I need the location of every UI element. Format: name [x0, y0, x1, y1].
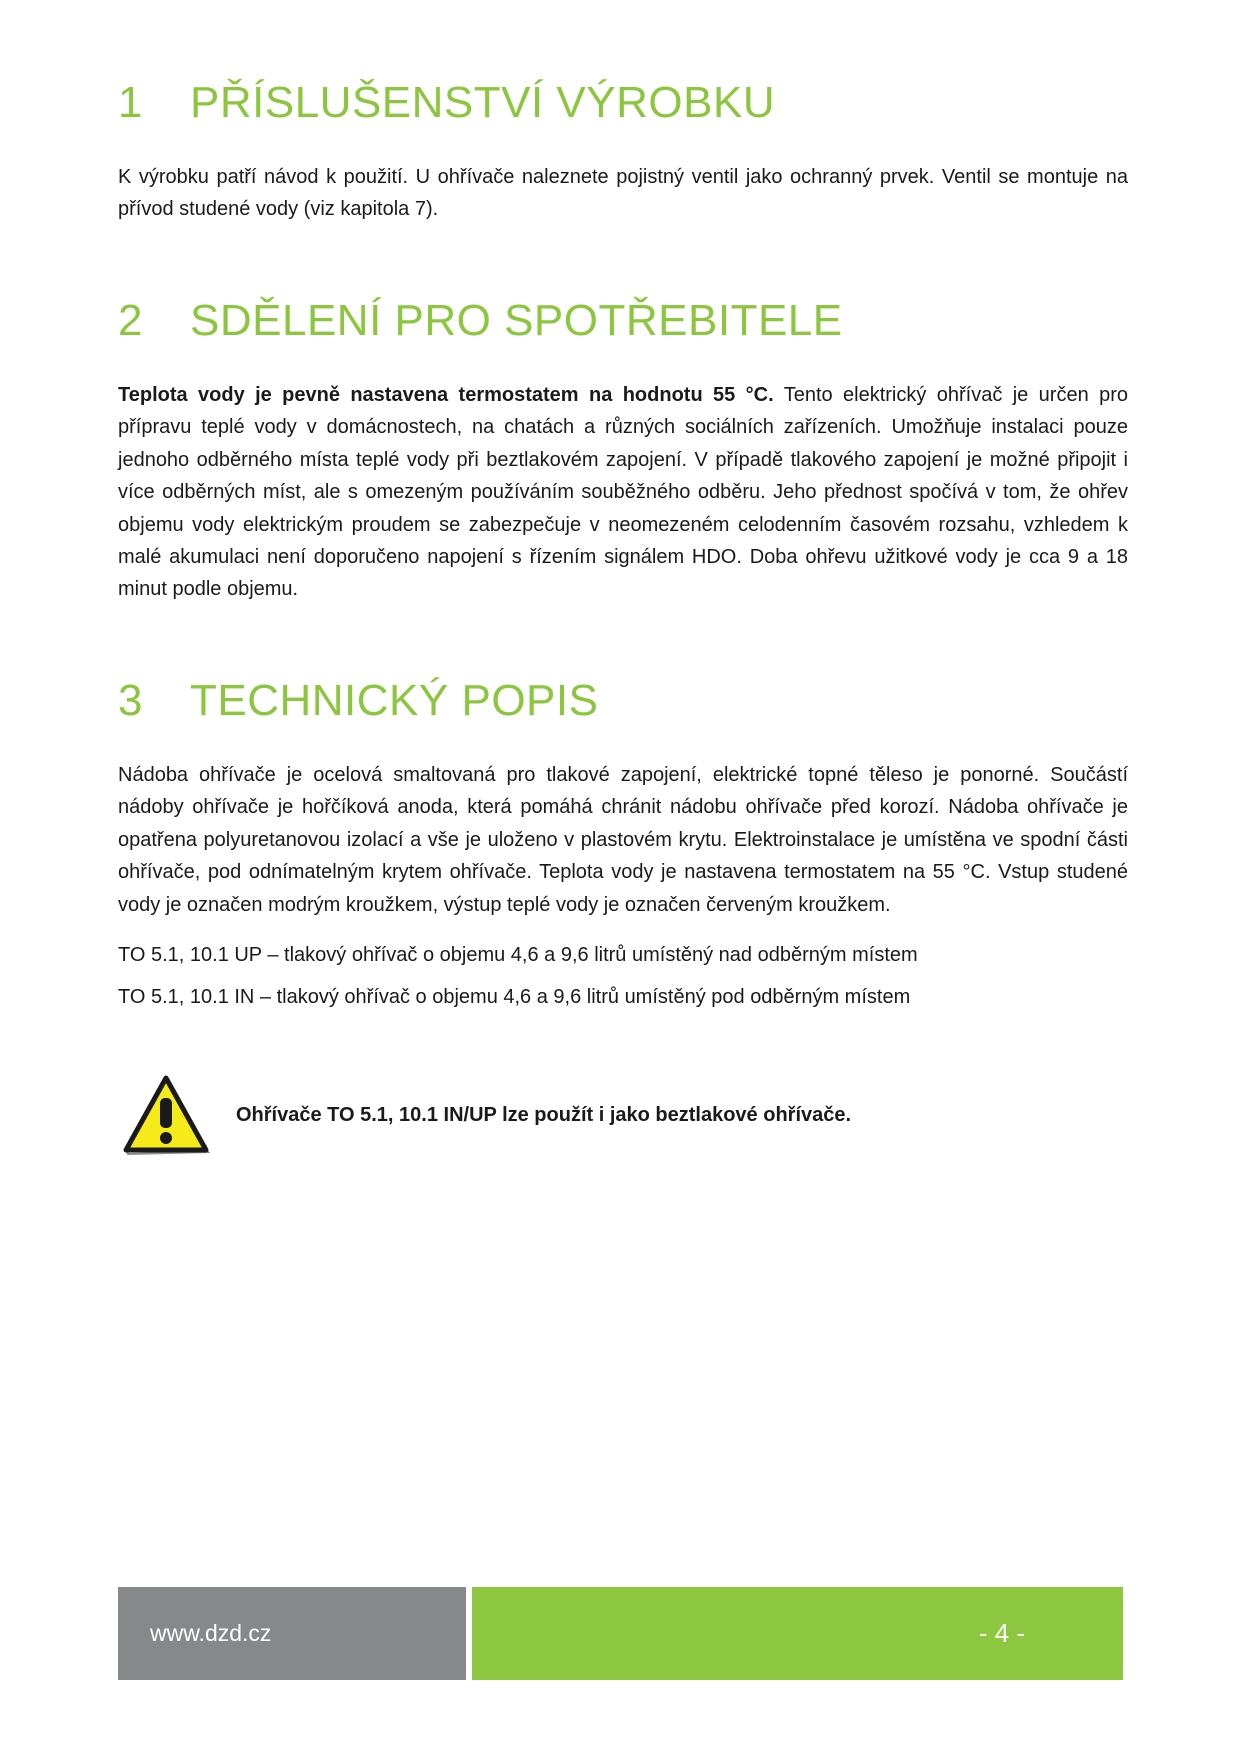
warning-text: Ohřívače TO 5.1, 10.1 IN/UP lze použít i jako beztlakové ohřívače.: [236, 1104, 852, 1126]
footer-page-bar: [472, 1587, 1123, 1680]
section-3-heading: [118, 676, 1128, 726]
section-3-number: 3: [118, 676, 143, 725]
section-1-title: PŘÍSLUŠENSTVÍ VÝROBKU: [190, 78, 776, 127]
footer-website-link[interactable]: www.dzd.cz: [150, 1620, 272, 1646]
model-line-in: TO 5.1, 10.1 IN – tlakový ohřívač o objemu 4,6 a 9,6 litrů umístěný pod odběrným místem: [118, 986, 911, 1009]
section-2-number: 2: [118, 296, 143, 345]
model-line-up: TO 5.1, 10.1 UP – tlakový ohřívač o objemu 4,6 a 9,6 litrů umístěný nad odběrným místem: [118, 944, 918, 967]
section-2-heading: [118, 296, 1128, 346]
section-3-title: TECHNICKÝ POPIS: [190, 676, 599, 725]
section-2-paragraph: [118, 379, 1128, 606]
section-3-paragraph: Nádoba ohřívače je ocelová smaltovaná pro tlakové zapojení, elektrické topné těleso je ponorné. Součástí nádoby ohřívače je hořčíková anoda, která pomáhá chránit nádobu ohřívače před korozí. Nádoba ohřívače je opatřena polyuretanovou izolací a vše je uloženo v plastovém krytu. Elektroinstalace je umístěna ve spodní části ohřívače, pod odnímatelným krytem ohřívače. Teplota vody je nastavena termostatem na 55 °C. Vstup studené vody je označen modrým kroužkem, výstup teplé vody je označen červeným kroužkem.: [118, 764, 1128, 916]
section-1-heading: [118, 78, 1128, 128]
page-number: - 4 -: [978, 1618, 1025, 1648]
section-1: [118, 78, 1128, 226]
section-2: [118, 296, 1128, 606]
section-3: [118, 676, 1128, 1013]
warning-box: [122, 1074, 1122, 1174]
section-2-bold-text: Teplota vody je pevně nastavena termostatem na hodnotu 55 °C.: [118, 384, 774, 406]
warning-triangle-icon: [122, 1074, 210, 1156]
section-1-number: 1: [118, 78, 143, 127]
section-2-title: SDĚLENÍ PRO SPOTŘEBITELE: [190, 296, 843, 345]
section-2-text: Tento elektrický ohřívač je určen pro přípravu teplé vody v domácnostech, na chatách a různých sociálních zařízeních. Umožňuje instalaci pouze jednoho odběrného místa teplé vody při beztlakovém zapojení. V případě tlakového zapojení je možné připojit i více odběrných míst, ale s omezeným používáním souběžného odběru. Jeho přednost spočívá v tom, že ohřev objemu vody elektrickým proudem se zabezpečuje v neomezeném celodenním časovém rozsahu, vzhledem k malé akumulaci není doporučeno napojení s řízením signálem HDO. Doba ohřevu užitkové vody je cca 9 a 18 minut podle objemu.: [118, 384, 1128, 601]
section-1-paragraph: K výrobku patří návod k použití. U ohřívače naleznete pojistný ventil jako ochranný prvek. Ventil se montuje na přívod studené vody (viz kapitola 7).: [118, 166, 1128, 221]
footer-website[interactable]: [118, 1587, 466, 1680]
